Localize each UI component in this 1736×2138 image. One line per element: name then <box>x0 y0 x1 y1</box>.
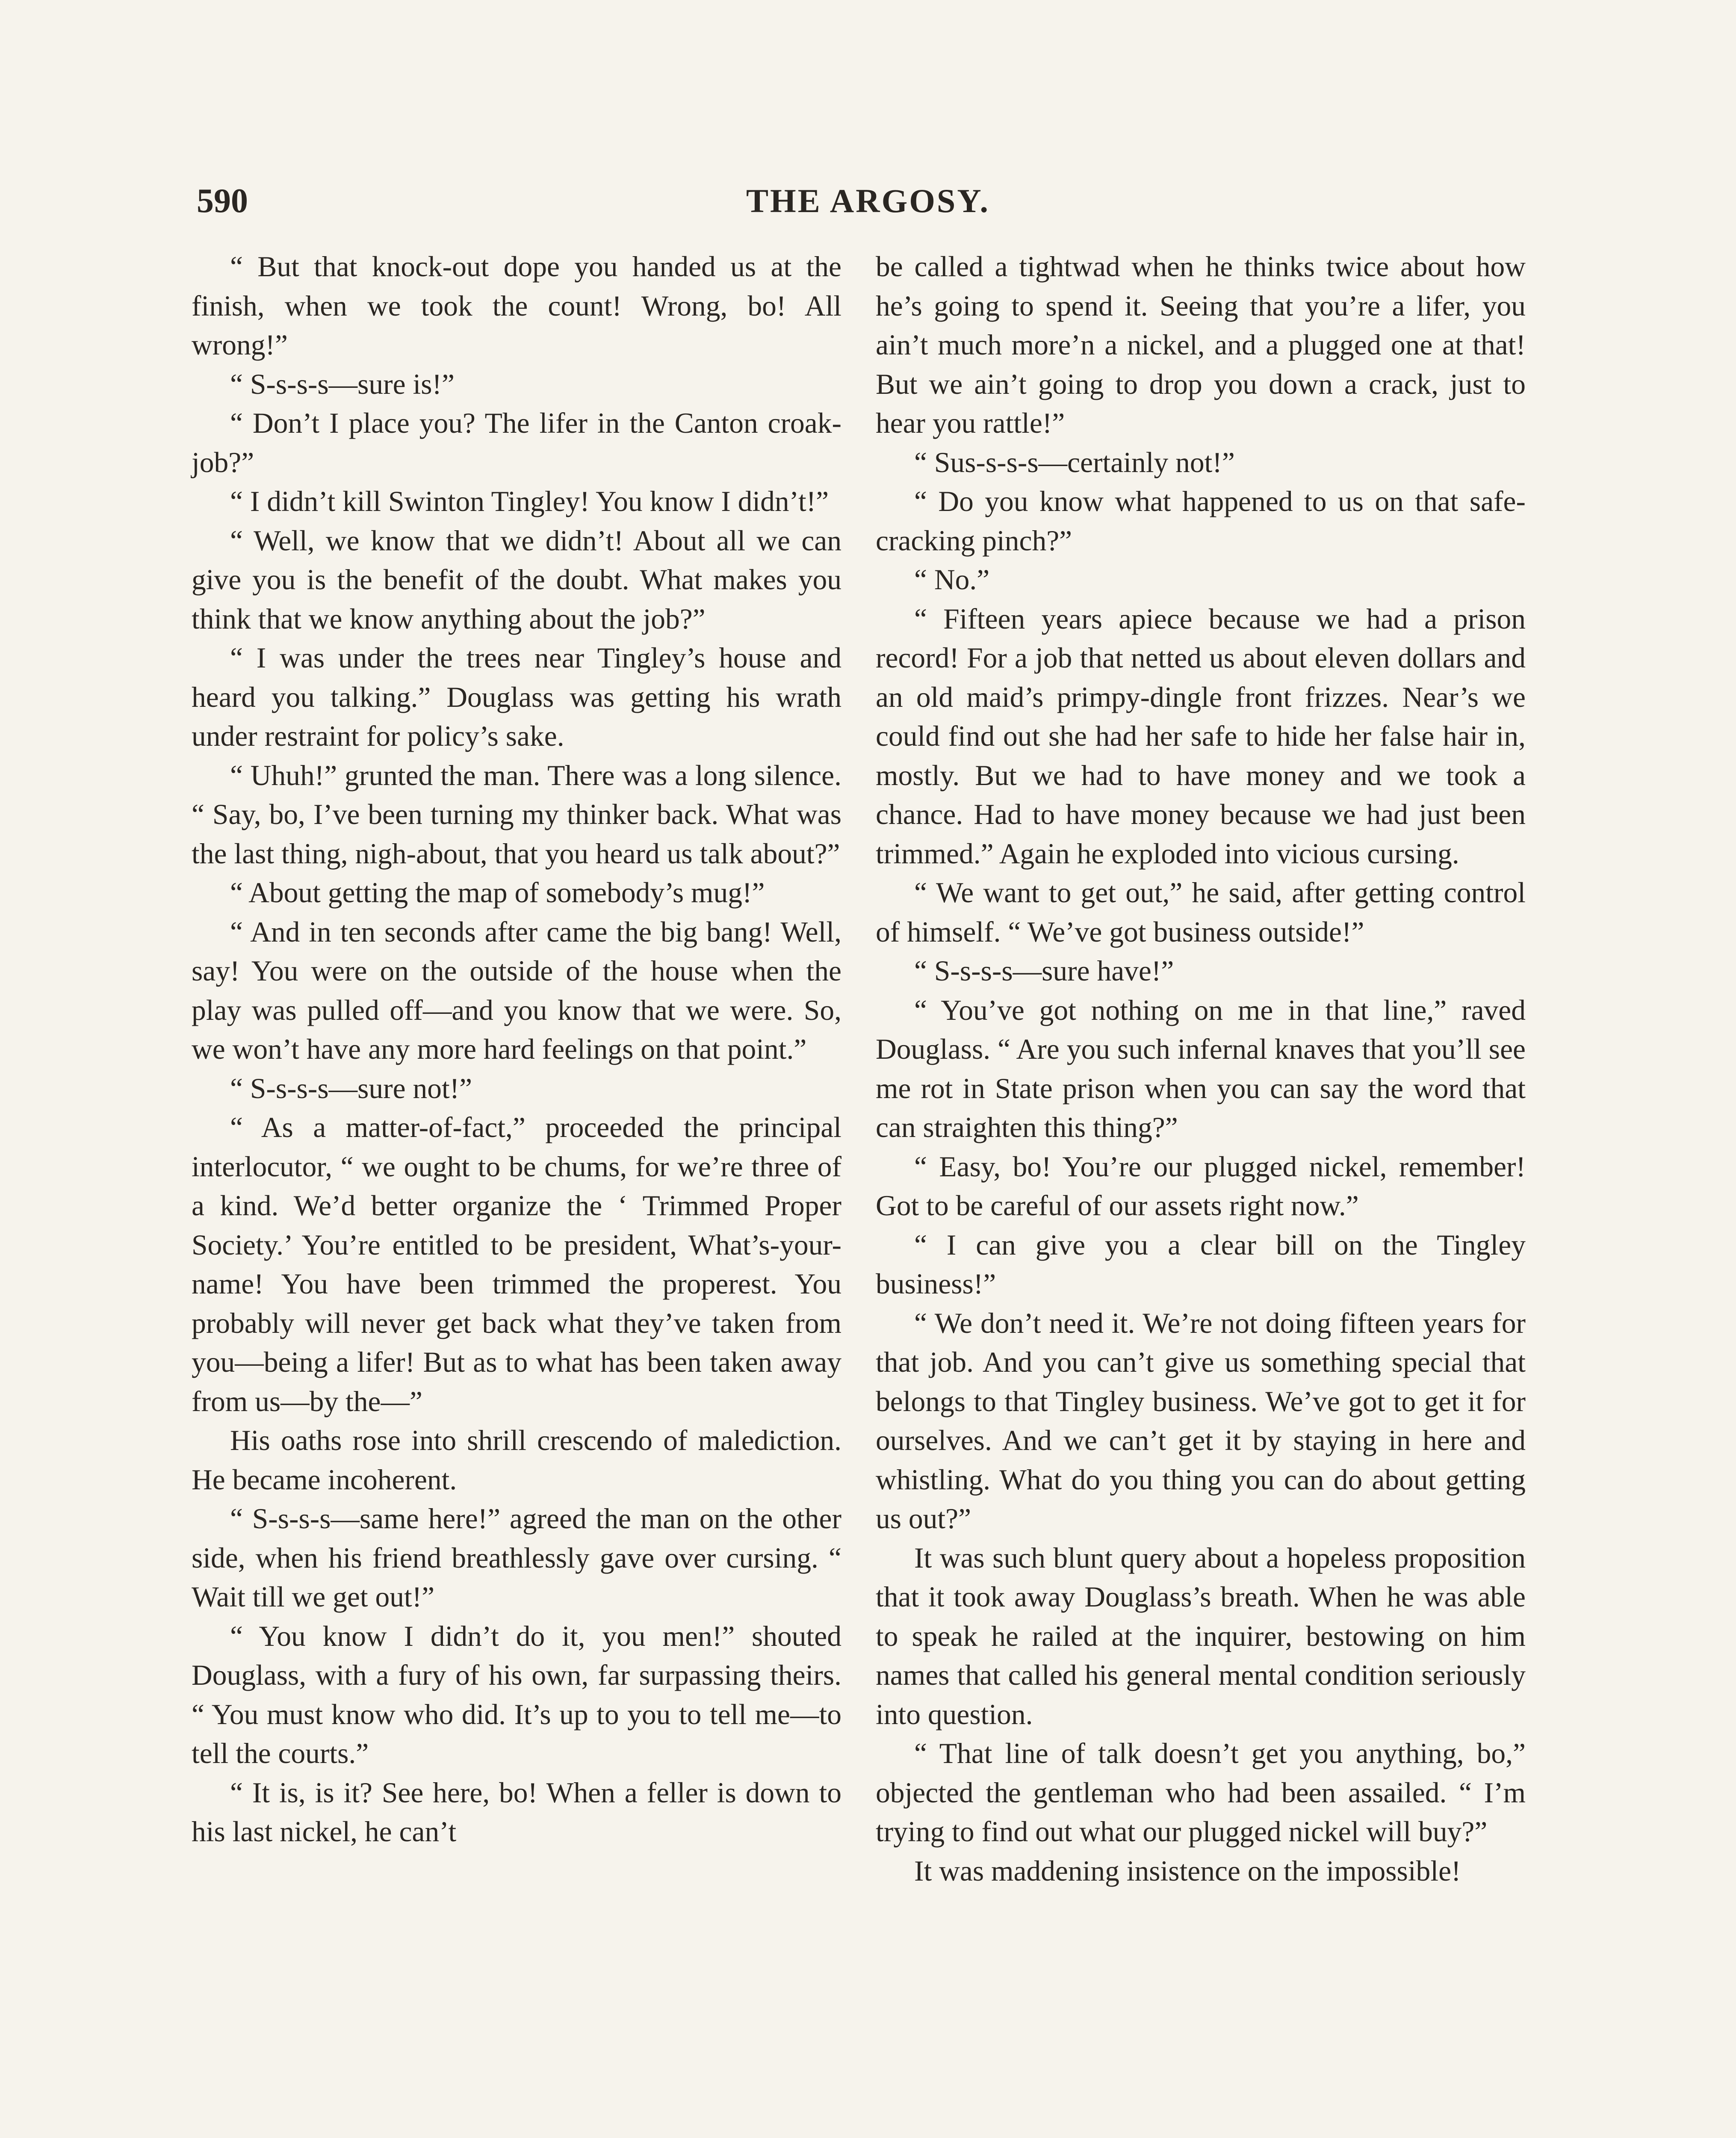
paragraph: “ About getting the map of somebody’s mug!” <box>230 877 765 909</box>
paragraph: “ S-s-s-s—sure is!” <box>230 368 455 400</box>
paragraph: “ S-s-s-s—sure not!” <box>230 1072 472 1104</box>
paragraph: “ And in ten seconds after came the big bang! Well, say! You were on the outside of the house when the play was pulled off—and you know that we were. So, we won’t have any more hard feelings on that point.” <box>192 915 841 1065</box>
paragraph: “ It is, is it? See here, bo! When a feller is down to his last nickel, he can’t <box>192 1776 841 1848</box>
right-column <box>876 247 1526 1890</box>
page-number: 590 <box>197 182 248 220</box>
paragraph: “ I was under the trees near Tingley’s house and heard you talking.” Douglass was getting his wrath under restraint for policy’s sake. <box>192 642 841 752</box>
paragraph: “ We want to get out,” he said, after getting control of himself. “ We’ve got business outside!” <box>876 877 1526 948</box>
paragraph: “ Fifteen years apiece because we had a prison record! For a job that netted us about eleven dollars and an old maid’s primpy-dingle front frizzes. Near’s we could find out she had her safe to hide her false hair in, mostly. But we had to have money and we took a chance. Had to have money because we had just been trimmed.” Again he exploded into vicious cursing. <box>876 602 1526 870</box>
paragraph: “ We don’t need it. We’re not doing fifteen years for that job. And you can’t give us something special that belongs to that Tingley business. We’ve got to get it for ourselves. And we can’t get it by staying in here and whistling. What do you thing you can do about getting us out?” <box>876 1307 1526 1535</box>
paragraph: “ Easy, bo! You’re our plugged nickel, remember! Got to be careful of our assets right now.” <box>876 1150 1526 1222</box>
paragraph: “ Uhuh!” grunted the man. There was a long silence. “ Say, bo, I’ve been turning my thinker back. What was the last thing, nigh-about, that you heard us talk about?” <box>192 759 841 870</box>
paragraph: It was such blunt query about a hopeless proposition that it took away Douglass’s breath. When he was able to speak he railed at the inquirer, bestowing on him names that called his general mental condition seriously into question. <box>876 1541 1526 1730</box>
paragraph: “ Do you know what happened to us on that safe-cracking pinch?” <box>876 485 1526 557</box>
page-header <box>197 175 1539 227</box>
paragraph: “ I can give you a clear bill on the Tingley business!” <box>876 1228 1526 1300</box>
left-column <box>192 247 841 1852</box>
paragraph: His oaths rose into shrill crescendo of malediction. He became incoherent. <box>192 1424 841 1496</box>
paragraph: “ But that knock-out dope you handed us at the finish, when we took the count! Wrong, bo! All wrong!” <box>192 251 841 361</box>
paragraph: It was maddening insistence on the impossible! <box>914 1855 1461 1887</box>
paragraph: “ I didn’t kill Swinton Tingley! You know I didn’t!” <box>230 485 829 517</box>
paragraph: “ Sus-s-s-s—certainly not!” <box>914 446 1235 478</box>
paragraph: “ S-s-s-s—same here!” agreed the man on the other side, when his friend breathlessly gave over cursing. “ Wait till we get out!” <box>192 1503 841 1613</box>
paragraph: “ S-s-s-s—sure have!” <box>914 955 1174 987</box>
paragraph: “ That line of talk doesn’t get you anything, bo,” objected the gentleman who had been assailed. “ I’m trying to find out what our plugged nickel will buy?” <box>876 1737 1526 1848</box>
paragraph: “ Don’t I place you? The lifer in the Canton croak-job?” <box>192 407 841 478</box>
paragraph: “ No.” <box>914 564 990 596</box>
running-title: THE ARGOSY. <box>746 182 990 219</box>
paragraph: “ As a matter-of-fact,” proceeded the principal interlocutor, “ we ought to be chums, for we’re three of a kind. We’d better organize the ‘ Trimmed Proper Society.’ You’re entitled to be president, What’s-your-name! You have been trimmed the properest. You probably will never get back what they’ve taken from you—being a lifer! But as to what has been taken away from us—by the—” <box>192 1111 841 1417</box>
paragraph-continuation: be called a tightwad when he thinks twice about how he’s going to spend it. Seeing that you’re a lifer, you ain’t much more’n a nickel, and a plugged one at that! But we ain’t going to drop you down a crack, just to hear you rattle!” <box>876 251 1526 439</box>
paragraph: “ Well, we know that we didn’t! About all we can give you is the benefit of the doubt. What makes you think that we know anything about the job?” <box>192 524 841 635</box>
paragraph: “ You know I didn’t do it, you men!” shouted Douglass, with a fury of his own, far surpassing theirs. “ You must know who did. It’s up to you to tell me—to tell the courts.” <box>192 1620 841 1769</box>
paragraph: “ You’ve got nothing on me in that line,” raved Douglass. “ Are you such infernal knaves that you’ll see me rot in State prison when you can say the word that can straighten this thing?” <box>876 994 1526 1143</box>
